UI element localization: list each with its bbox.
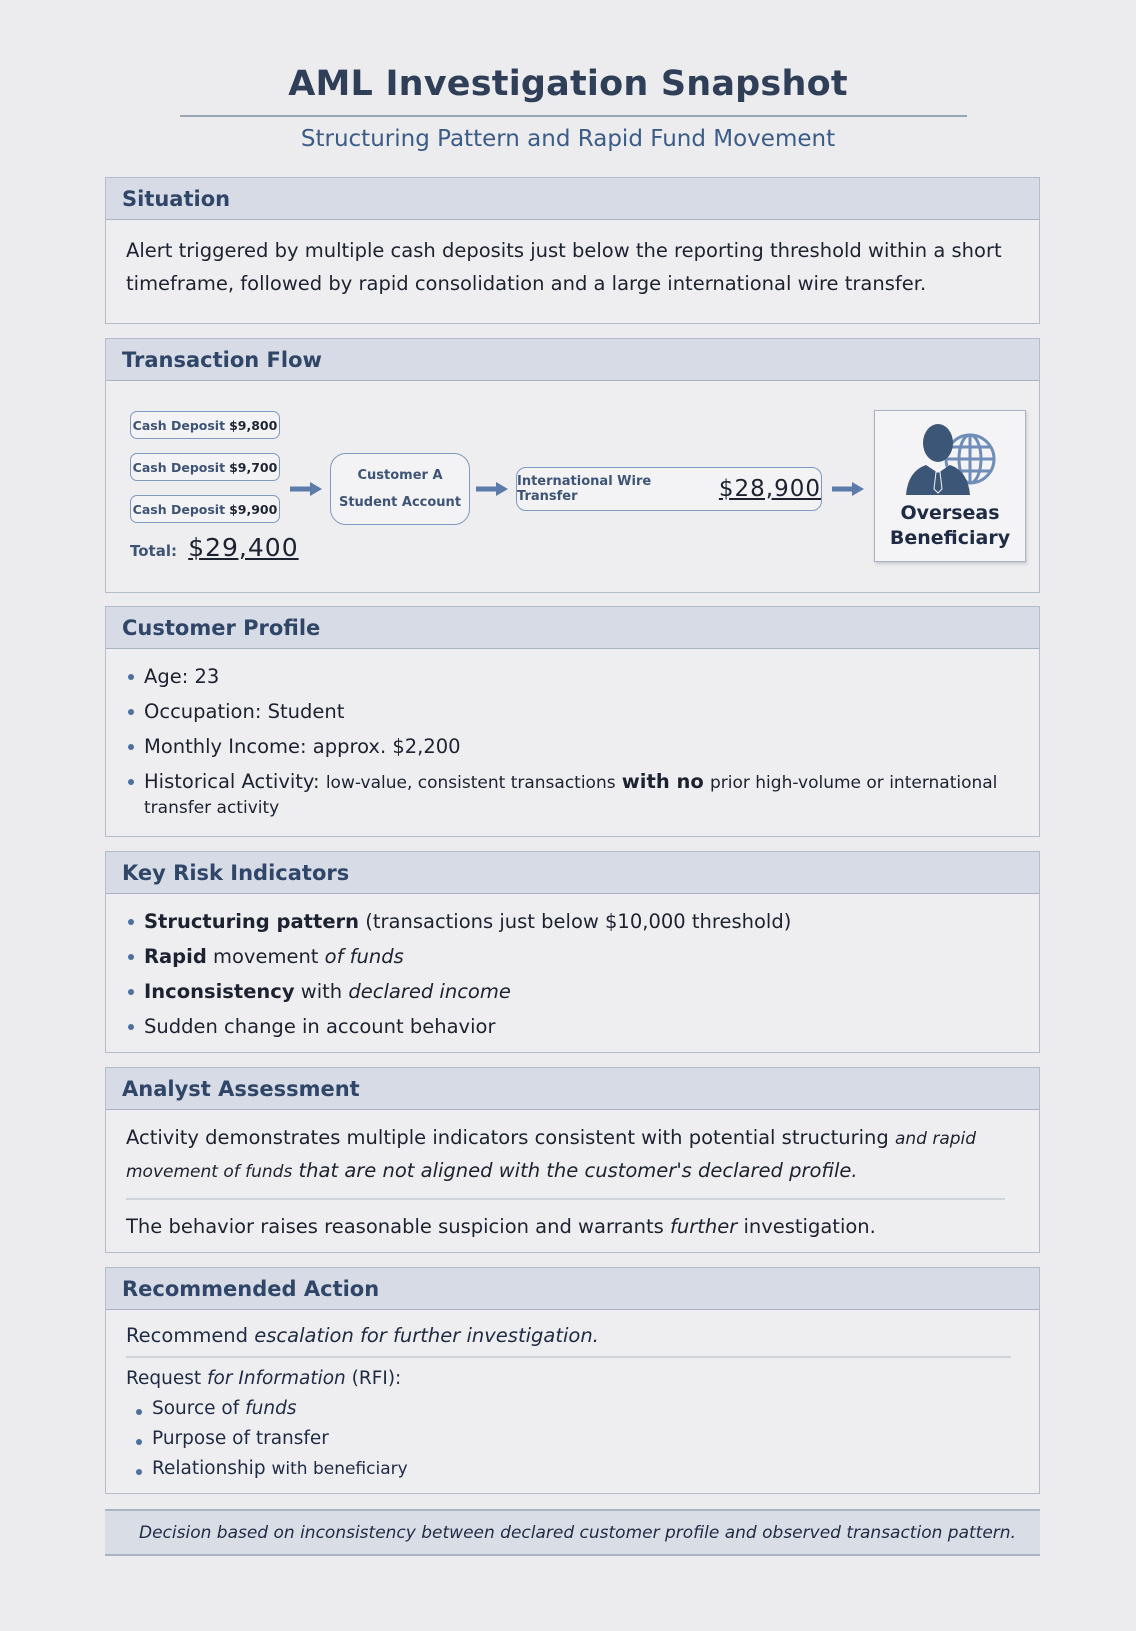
transaction-flow-diagram — [106, 381, 1039, 599]
history-text: prior high-volume or international transfer activity — [144, 773, 998, 818]
rfi-item — [134, 1454, 1011, 1484]
arrow-right-icon — [476, 482, 508, 496]
assessment-italic: further — [669, 1214, 738, 1238]
profile-item-age: Age: 23 — [126, 659, 1019, 694]
footer-text: Decision based on inconsistency between declared customer profile and observed transaction pattern. — [139, 1522, 1016, 1543]
assessment-text: investigation. — [743, 1214, 876, 1238]
arrow-right-icon — [832, 482, 864, 496]
deposit-label: Cash Deposit — [132, 501, 226, 517]
rfi-item-text: Source of — [152, 1397, 240, 1419]
rfi-item-text: Purpose of transfer — [152, 1427, 329, 1449]
cash-deposit-node — [130, 495, 280, 523]
section-title: Situation — [106, 178, 1039, 220]
wire-amount: $28,900 — [718, 476, 821, 502]
rfi-heading — [126, 1364, 1011, 1394]
assessment-conclusion — [126, 1210, 1005, 1243]
indicator-bold: Inconsistency — [144, 980, 295, 1003]
risk-indicator-item — [126, 974, 1019, 1009]
overseas-beneficiary-node — [874, 410, 1026, 562]
assessment-italic: and rapid movement of funds — [126, 1129, 977, 1182]
indicator-text: (transactions just below $10,000 threshold) — [365, 910, 792, 933]
title-divider — [180, 115, 967, 117]
section-title: Recommended Action — [106, 1268, 1039, 1310]
divider — [126, 1198, 1005, 1200]
cash-deposit-node — [130, 411, 280, 439]
divider — [126, 1356, 1011, 1358]
deposit-total — [130, 533, 299, 562]
rfi-text: (RFI): — [351, 1367, 402, 1389]
arrow-right-icon — [290, 482, 322, 496]
page-subtitle: Structuring Pattern and Rapid Fund Movement — [300, 126, 836, 152]
wire-label: International Wire Transfer — [517, 474, 652, 504]
customer-account-node — [330, 453, 470, 525]
section-title: Analyst Assessment — [106, 1068, 1039, 1110]
risk-indicator-item — [126, 904, 1019, 939]
analyst-assessment-section — [105, 1067, 1040, 1253]
recommended-action-section — [105, 1267, 1040, 1494]
account-type: Student Account — [338, 495, 462, 510]
beneficiary-line2: Beneficiary — [889, 527, 1011, 549]
risk-indicator-item — [126, 1009, 1019, 1044]
indicator-italic: of funds — [324, 945, 404, 968]
profile-item-income: Monthly Income: approx. $2,200 — [126, 729, 1019, 764]
rfi-item-text: Relationship — [152, 1457, 266, 1479]
assessment-paragraph — [126, 1122, 1005, 1188]
section-title: Customer Profile — [106, 607, 1039, 649]
history-emphasis: with no — [621, 770, 704, 793]
rfi-item — [134, 1424, 1011, 1454]
page-title: AML Investigation Snapshot — [288, 64, 848, 104]
history-label: Historical Activity: — [144, 770, 320, 793]
deposit-label: Cash Deposit — [132, 459, 226, 475]
section-title: Transaction Flow — [106, 339, 1039, 381]
risk-indicator-item — [126, 939, 1019, 974]
customer-profile-section — [105, 606, 1040, 837]
profile-item-occupation: Occupation: Student — [126, 694, 1019, 729]
deposit-amount: $9,700 — [229, 459, 278, 475]
indicator-text: Sudden change in account behavior — [144, 1015, 496, 1038]
rfi-item-italic: funds — [245, 1397, 297, 1419]
rfi-italic: for Information — [207, 1367, 346, 1389]
person-globe-icon — [898, 421, 1002, 495]
recommendation-text — [126, 1322, 1011, 1350]
deposit-amount: $9,900 — [229, 501, 278, 517]
section-title: Key Risk Indicators — [106, 852, 1039, 894]
indicator-italic: declared income — [348, 980, 511, 1003]
deposit-label: Cash Deposit — [132, 417, 226, 433]
situation-section — [105, 177, 1040, 324]
recommendation-lead: Recommend — [126, 1324, 249, 1347]
total-amount: $29,400 — [188, 533, 299, 562]
customer-name: Customer A — [357, 468, 443, 483]
cash-deposit-node — [130, 453, 280, 481]
rfi-text: Request — [126, 1367, 202, 1389]
wire-transfer-node — [516, 467, 822, 511]
situation-text: Alert triggered by multiple cash deposits just below the reporting threshold within a short timeframe, followed by rapid consolidation and a large international wire transfer. — [126, 239, 1002, 295]
key-risk-indicators-section — [105, 851, 1040, 1053]
history-text: low-value, consistent transactions — [325, 773, 616, 793]
total-label: Total: — [130, 542, 177, 560]
profile-item-history — [126, 764, 1019, 820]
rfi-item — [134, 1394, 1011, 1424]
transaction-flow-section — [105, 338, 1040, 593]
indicator-bold: Rapid — [144, 945, 207, 968]
decision-footer — [105, 1509, 1040, 1556]
assessment-text: Activity demonstrates multiple indicators consistent with potential structuring — [126, 1126, 889, 1149]
indicator-text: with — [300, 980, 343, 1003]
indicator-bold: Structuring pattern — [144, 910, 360, 933]
assessment-italic: that are not aligned with the customer's declared profile. — [298, 1159, 858, 1182]
deposit-amount: $9,800 — [229, 417, 278, 433]
indicator-text: movement — [212, 945, 319, 968]
beneficiary-line1: Overseas — [900, 502, 1000, 524]
assessment-text: The behavior raises reasonable suspicion and warrants — [126, 1214, 664, 1238]
rfi-item-text: with beneficiary — [271, 1458, 408, 1479]
recommendation-italic: escalation for further investigation. — [254, 1324, 599, 1347]
